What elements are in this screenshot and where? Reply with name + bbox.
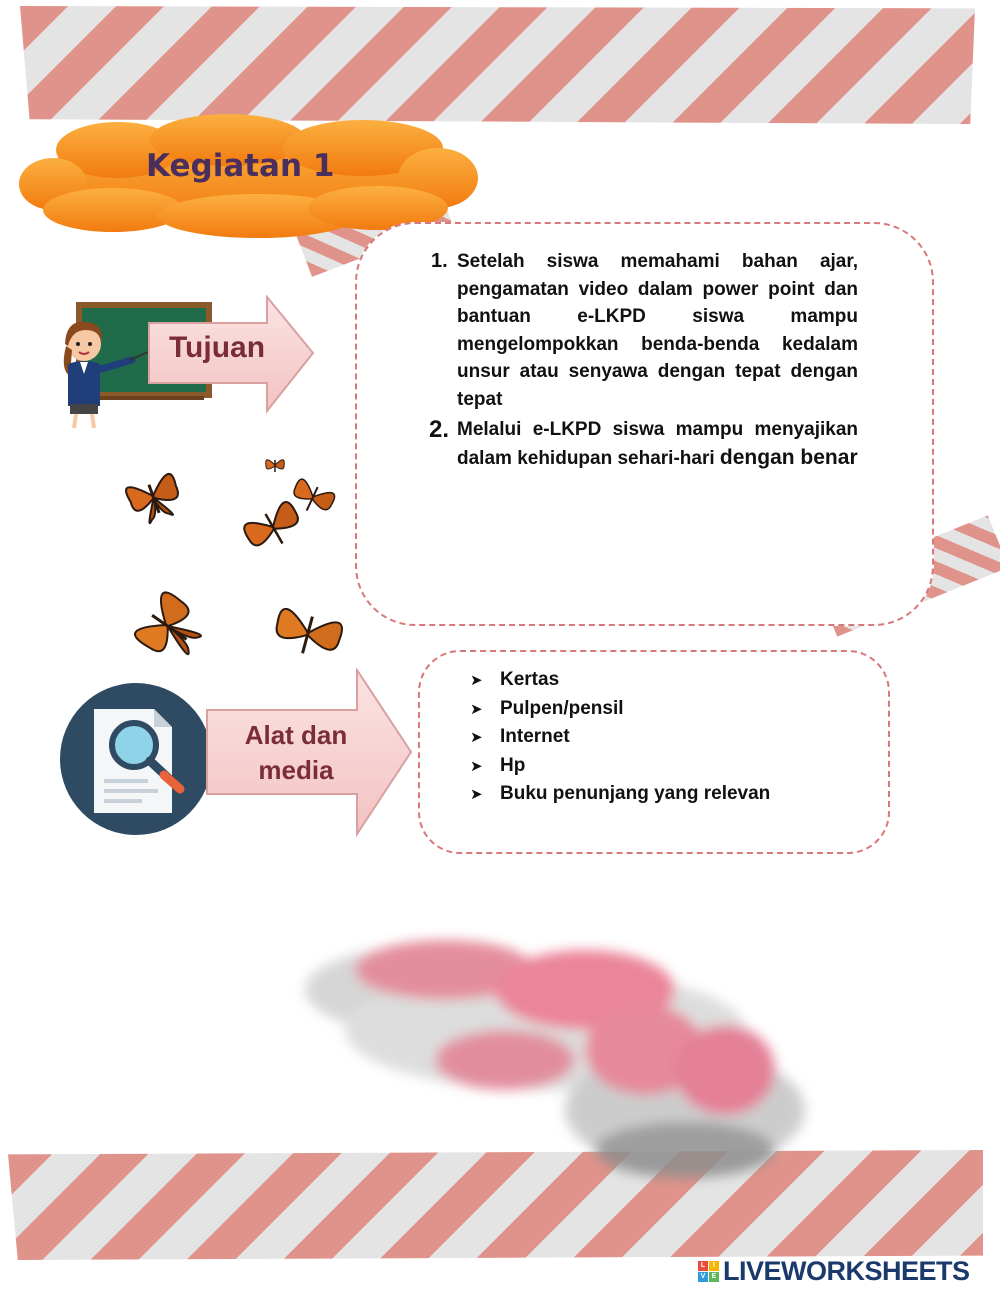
- page-title: Kegiatan 1: [146, 148, 335, 184]
- arrowhead-bullet-icon: ➤: [470, 729, 483, 747]
- tujuan-item-text: Melalui e-LKPD siswa mampu menyajikan dalam kehidupan sehari-hari: [457, 419, 858, 469]
- butterfly-icon: [128, 574, 204, 676]
- arrowhead-bullet-icon: ➤: [470, 757, 483, 775]
- alat-item-text: Pulpen/pensil: [500, 697, 624, 719]
- alat-item-text: Kertas: [500, 669, 560, 690]
- tujuan-arrow: [147, 295, 317, 415]
- tujuan-item-number: 1.: [431, 250, 448, 272]
- alat-item: [470, 780, 770, 809]
- logo-cubes-icon: L I V E: [698, 1261, 719, 1282]
- tujuan-item-text: Setelah siswa memahami bahan ajar, pengamatan video dalam power point dan bantuan e-LKPD siswa mampu mengelompokkan benda-benda kedalam unsur atau senyawa dengan tepat dengan tepat: [457, 251, 858, 410]
- arrowhead-bullet-icon: ➤: [470, 786, 483, 804]
- butterfly-icon: [120, 458, 186, 534]
- alat-item-text: Hp: [500, 754, 526, 776]
- tujuan-list: [425, 248, 858, 475]
- alat-arrow: [205, 668, 415, 838]
- tape-top: [20, 6, 975, 124]
- butterfly-icon: [264, 596, 352, 670]
- alat-item-text: Internet: [500, 726, 570, 748]
- tujuan-item-text-emphasis: dengan benar: [719, 445, 858, 469]
- logo-wordmark: LIVEWORKSHEETS: [723, 1255, 970, 1286]
- alat-label-line2: media: [258, 755, 334, 785]
- tujuan-item-number: 2.: [429, 416, 450, 443]
- alat-item: [470, 666, 770, 695]
- alat-item: [470, 695, 770, 724]
- butterfly-icon: [236, 494, 310, 560]
- arrowhead-bullet-icon: ➤: [470, 700, 483, 718]
- alat-item: [470, 752, 770, 781]
- document-search-icon: [60, 683, 212, 835]
- pink-cloud-decoration: [285, 920, 820, 1200]
- alat-item-text: Buku penunjang yang relevan: [500, 783, 771, 805]
- tujuan-item-1: [425, 248, 858, 413]
- alat-label-line1: Alat dan: [244, 720, 348, 750]
- tujuan-item-2: [425, 416, 858, 472]
- alat-item: [470, 723, 770, 752]
- arrowhead-bullet-icon: ➤: [470, 672, 483, 689]
- liveworksheets-logo: [698, 1256, 970, 1286]
- alat-list: [470, 666, 770, 809]
- alat-label: [211, 718, 381, 788]
- tujuan-label: Tujuan: [168, 331, 266, 364]
